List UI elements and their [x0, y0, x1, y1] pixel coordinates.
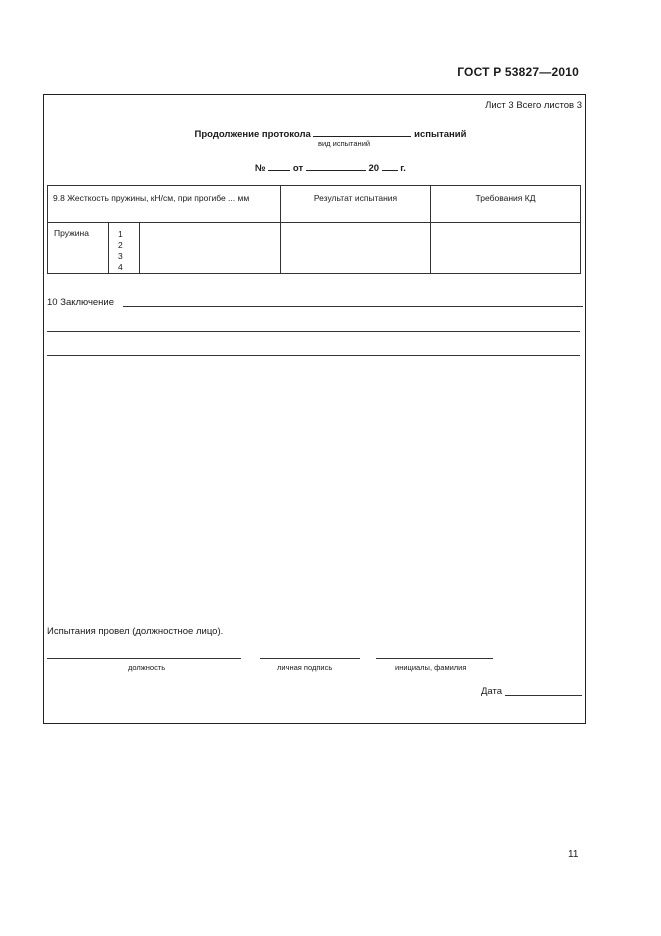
date-label: Дата	[481, 686, 503, 697]
stiffness-header: 9.8 Жесткость пружины, кН/см, при прогибе ... мм	[48, 186, 281, 223]
position-caption: должность	[128, 663, 166, 672]
conclusion-line[interactable]	[47, 331, 580, 332]
number-label: №	[255, 163, 266, 174]
tested-by-label: Испытания провел (должностное лицо).	[47, 626, 224, 637]
table-header-row	[48, 186, 581, 223]
result-cell[interactable]	[281, 223, 431, 274]
standard-number: ГОСТ Р 53827—2010	[457, 65, 579, 79]
conclusion-label: 10 Заключение	[47, 297, 115, 308]
spring-number: 3	[118, 251, 123, 261]
protocol-title-prefix: Продолжение протокола	[194, 129, 311, 140]
from-label: от	[292, 163, 304, 174]
protocol-title	[0, 126, 661, 140]
signature-line[interactable]	[260, 658, 360, 659]
page-number: 11	[568, 849, 579, 860]
number-field[interactable]	[268, 160, 290, 171]
protocol-title-suffix: испытаний	[414, 129, 467, 140]
initials-line[interactable]	[376, 658, 493, 659]
requirements-header: Требования КД	[431, 186, 581, 223]
position-line[interactable]	[47, 658, 241, 659]
date-field[interactable]	[306, 160, 366, 171]
date-line[interactable]	[505, 695, 582, 696]
result-header: Результат испытания	[281, 186, 431, 223]
year-suffix: г.	[400, 163, 406, 174]
spring-number: 1	[118, 229, 123, 239]
spring-number: 2	[118, 240, 123, 250]
spring-label: Пружина	[48, 223, 109, 274]
requirements-cell[interactable]	[431, 223, 581, 274]
year-field[interactable]	[382, 160, 398, 171]
signature-caption: личная подпись	[277, 663, 333, 672]
stiffness-value-cell[interactable]	[140, 223, 281, 274]
stiffness-table	[47, 185, 581, 274]
test-kind-field[interactable]	[313, 126, 411, 137]
spring-numbers	[109, 223, 140, 274]
test-kind-caption: вид испытаний	[318, 139, 371, 148]
initials-caption: инициалы, фамилия	[395, 663, 467, 672]
conclusion-line[interactable]	[47, 355, 580, 356]
spring-number: 4	[118, 262, 123, 272]
year-prefix: 20	[368, 163, 380, 174]
protocol-number-line	[0, 160, 661, 174]
sheet-counter: Лист 3 Всего листов 3	[485, 100, 582, 111]
table-row	[48, 223, 581, 274]
conclusion-line[interactable]	[123, 306, 583, 307]
